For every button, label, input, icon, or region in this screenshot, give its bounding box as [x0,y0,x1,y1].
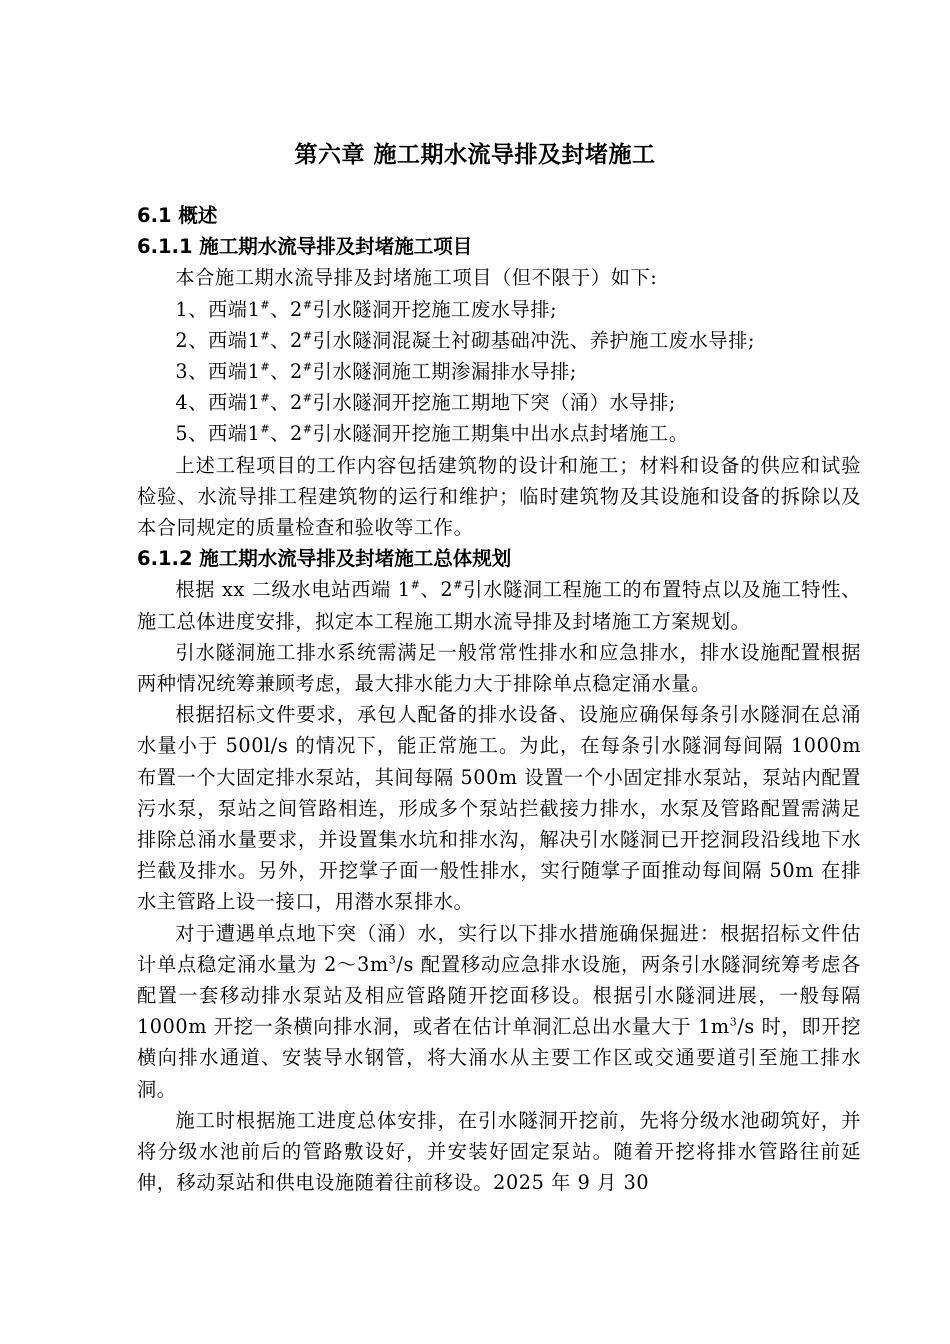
drainage-system-paragraph: 引水隧洞施工排水系统需满足一般常常性排水和应急排水，排水设施配置根据两种情况统筹兼顾考虑，最大排水能力大于排除单点稳定涌水量。 [137,640,861,696]
intro-paragraph: 本合施工期水流导排及封堵施工项目（但不限于）如下: [175,266,658,290]
list-item: 2、西端1#、2#引水隧洞混凝土衬砌基础冲洗、养护施工废水导排; [175,328,756,352]
section-heading-6-1-2: 6.1.2 施工期水流导排及封堵施工总体规划 [137,547,512,571]
scope-paragraph: 上述工程项目的工作内容包括建筑物的设计和施工；材料和设备的供应和试验检验、水流导排工程建筑物的运行和维护；临时建筑物及其设施和设备的拆除以及本合同规定的质量检查和验收等工作。 [137,453,861,540]
section-heading-6-1-1: 6.1.1 施工期水流导排及封堵施工项目 [137,235,473,259]
list-item: 3、西端1#、2#引水隧洞施工期渗漏排水导排; [175,360,577,384]
plan-paragraph: 根据 xx 二级水电站西端 1#、2#引水隧洞工程施工的布置特点以及施工特性、施工总体进度安排，拟定本工程施工期水流导排及封堵施工方案规划。 [137,578,862,633]
list-item: 5、西端1#、2#引水隧洞开挖施工期集中出水点封堵施工。 [175,422,689,446]
list-item: 1、西端1#、2#引水隧洞开挖施工废水导排; [175,297,558,321]
gushing-water-paragraph: 对于遭遇单点地下突（涌）水，实行以下排水措施确保掘进：根据招标文件估计单点稳定涌水量为 $2\sim 3m^3/s$ 配置移动应急排水设施，两条引水隧洞统筹考虑各配置一套移动排水泵站及相应管路随开挖面移设。根据引水隧洞进展，一般每隔 1000m 开挖一条横向排水洞，或者在估计单洞汇总出水量大于 $1m^3/s$ 时，即开挖横向排水通道、安装导水钢管，将大涌水从主要工作区或交通要道引至施工排水洞。 [137,921,861,1101]
document-body [137,200,861,1199]
section-heading-6-1: 6.1 概述 [137,204,218,227]
equipment-paragraph: 根据招标文件要求，承包人配备的排水设备、设施应确保每条引水隧洞在总涌水量小于 500l/s 的情况下，能正常施工。为此，在每条引水隧洞每间隔 1000m 布置一个大固定排水泵站，其间每隔 500m 设置一个小固定排水泵站，泵站内配置污水泵，泵站之间管路相连，形成多个泵站拦截接力排水，水泵及管路配置需满足排除总涌水量要求，并设置集水坑和排水沟，解决引水隧洞已开挖洞段沿线地下水拦截及排水。另外，开挖掌子面一般性排水，实行随掌子面推动每间隔 50m 在排水主管路上设一接口，用潜水泵排水。 [137,703,861,914]
list-item: 4、西端1#、2#引水隧洞开挖施工期地下突（涌）水导排; [175,391,676,415]
project-list [137,294,861,450]
chapter-title: 第六章 施工期水流导排及封堵施工 [294,142,656,168]
construction-paragraph: 施工时根据施工进度总体安排，在引水隧洞开挖前，先将分级水池砌筑好，并将分级水池前后的管路敷设好，并安装好固定泵站。随着开挖将排水管路往前延伸，移动泵站和供电设施随着往前移设。2025 年 9 月 30 [137,1108,861,1195]
